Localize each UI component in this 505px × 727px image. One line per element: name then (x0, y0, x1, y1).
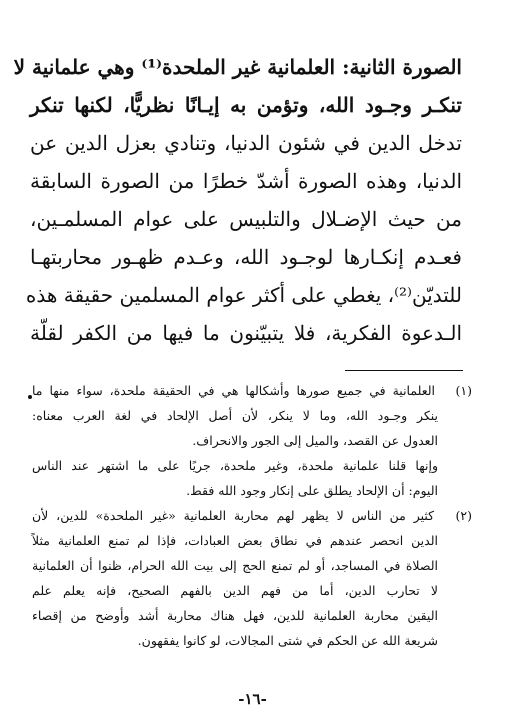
main-line: الـدعوة الفكرية، فلا يتبيّنون ما فيها من الكفر لقلّة (30, 321, 462, 345)
footnote-separator (345, 370, 463, 371)
main-line: للتديّن⁽²⁾، يغطي على أكثر عوام المسلمين حقيقة هذه (25, 283, 462, 307)
main-line: من حيث الإضـلال والتلبيس على عوام المسلمـين، (30, 207, 462, 231)
footnote-line: شريعة الله عن الحكم في شتى المجالات، لو كانوا يفقهون. (137, 633, 438, 648)
main-paragraph (13, 48, 462, 352)
footnote-line: وإنها قلنا علمانية ملحدة، وغير ملحدة، جريًا على ما اشتهر عند الناس (32, 458, 438, 473)
footnote-line: الدين انحصر عندهم في نطاق بعض العبادات، فإذا لم تمنع العلمانية مثلاً (32, 533, 438, 548)
footnote-line: اليقين محاربة العلمانية للدين، فهل هناك محاربة أشد وأوضح من إقصاء (32, 608, 438, 623)
footnote-number: (٢) (455, 508, 472, 523)
main-line: تنكـر وجـود الله، وتؤمن به إيـانًا نظريًّا، لكنها تنكر (30, 93, 462, 117)
footnote-line: العدول عن القصد، والميل إلى الجور والانحراف. (192, 433, 438, 448)
footnote-line: لا تحارب الدين، أما من فهم الدين بالفهم الصحيح، فإنه يعلم علم (32, 583, 438, 598)
footnote-text: كثير من الناس لا يظهر لهم محاربة العلمانية «غير الملحدة» للدين، لأن (32, 508, 435, 523)
main-line: فعـدم إنكـارها لوجـود الله، وعـدم ظهـور محاربتهـا (30, 245, 462, 269)
footnote-line: اليوم: أن الإلحاد يطلق على إنكار وجود الله فقط. (186, 483, 438, 498)
footnote-number: (١) (455, 383, 472, 398)
footnote-line (32, 378, 472, 403)
main-line: الصورة الثانية: العلمانية غير الملحدة⁽¹⁾ وهي علمانية لا (13, 55, 462, 79)
main-line: الدنيا، وهذه الصورة أشدّ خطرًا من الصورة السابقة (30, 169, 462, 193)
footnote-line: ينكر وجـود الله، وما لا ينكر، لأن أصل الإلحاد في لغة العرب معناه: (32, 408, 438, 423)
main-line: تدخل الدين في شئون الدنيا، وتنادي بعزل الدين عن (30, 131, 462, 155)
page-number: -١٦- (238, 690, 267, 708)
footnote-line (32, 503, 472, 528)
footnote-text: العلمانية في جميع صورها وأشكالها هي في الحقيقة ملحدة، سواء منها ما (32, 383, 436, 398)
footnotes (32, 378, 472, 653)
footnote-line: الصلاة في المساجد، أو لم تمنع الحج إلى بيت الله الحرام، ظنوا أن العلمانية (32, 558, 438, 573)
